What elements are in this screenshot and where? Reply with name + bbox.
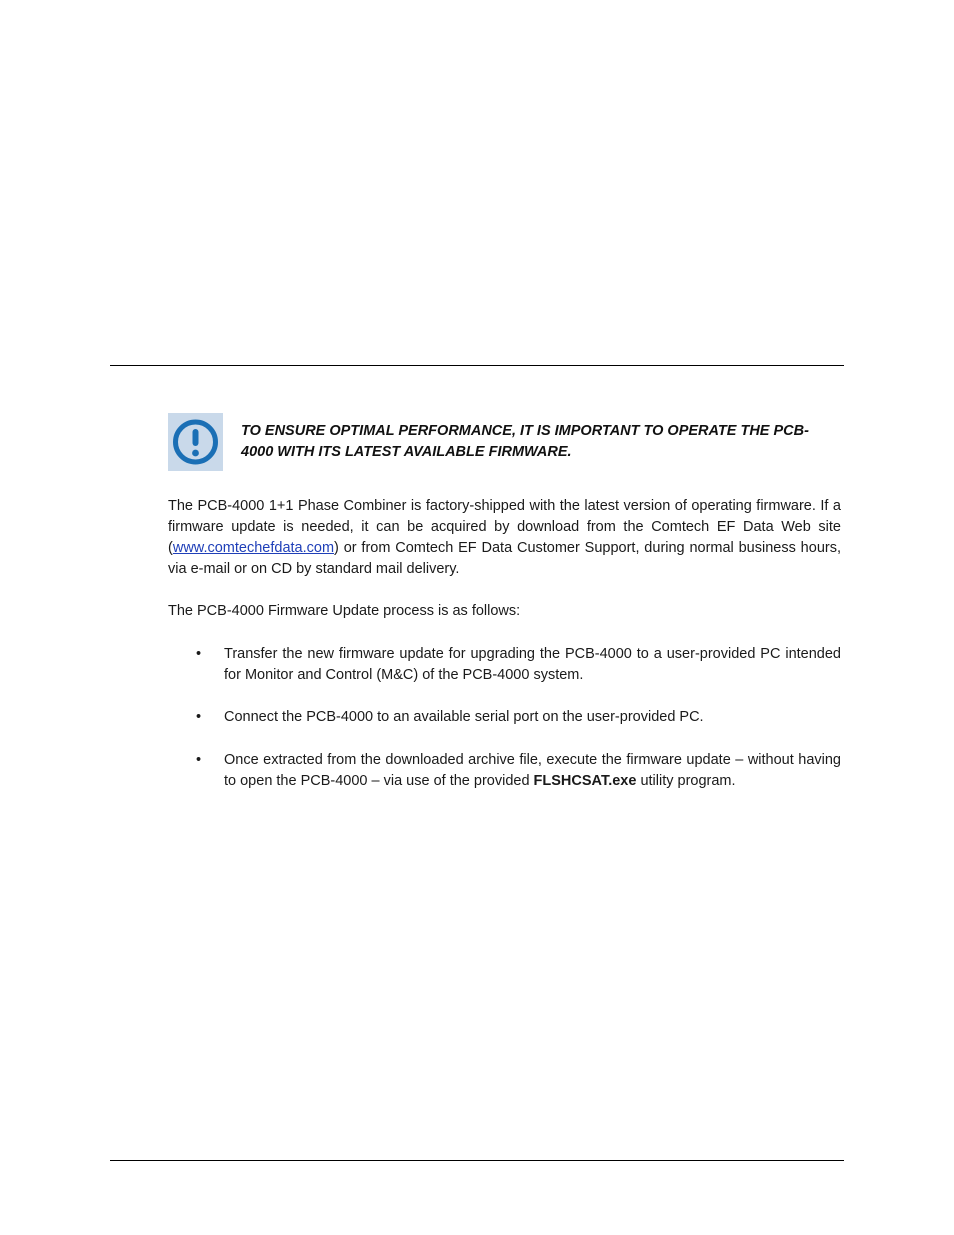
bullet-icon: • — [196, 646, 202, 662]
header-divider — [110, 365, 844, 366]
bullet-icon: • — [196, 752, 202, 768]
step-text — [224, 750, 841, 792]
important-notice — [168, 413, 844, 471]
comtech-website-link[interactable]: www.comtechefdata.com — [172, 540, 335, 556]
intro-text-before-link: The PCB-4000 1+1 Phase Combiner is factory-shipped with the latest version of operating firmware. If a firmware update is needed, it can be acquired by download from the Comtech EF Data Web site ( — [168, 498, 841, 556]
step-text: Connect the PCB-4000 to an available serial port on the user-provided PC. — [224, 709, 704, 725]
utility-filename: FLSHCSAT.exe — [533, 773, 637, 789]
exclamation-circle-icon — [168, 413, 223, 471]
step-text: Transfer the new firmware update for upgrading the PCB-4000 to a user-provided PC intended for Monitor and Control (M&C) of the PCB-4000 system. — [224, 646, 841, 683]
bullet-icon: • — [196, 709, 202, 725]
step-text-after-bold: utility program. — [636, 773, 736, 789]
step-text-before-bold: Once extracted from the downloaded archive file, execute the firmware update – without having to open the PCB-4000 – via use of the provided — [224, 752, 841, 789]
notice-text: TO ENSURE OPTIMAL PERFORMANCE, IT IS IMPORTANT TO OPERATE THE PCB-4000 WITH ITS LATEST AVAILABLE FIRMWARE. — [241, 423, 809, 460]
process-intro: The PCB-4000 Firmware Update process is as follows: — [168, 603, 521, 619]
intro-paragraph — [168, 496, 841, 580]
footer-divider — [110, 1160, 844, 1161]
intro-text-after-link: ) or from Comtech EF Data Customer Support, during normal business hours, via e-mail or on CD by standard mail delivery. — [168, 540, 841, 577]
